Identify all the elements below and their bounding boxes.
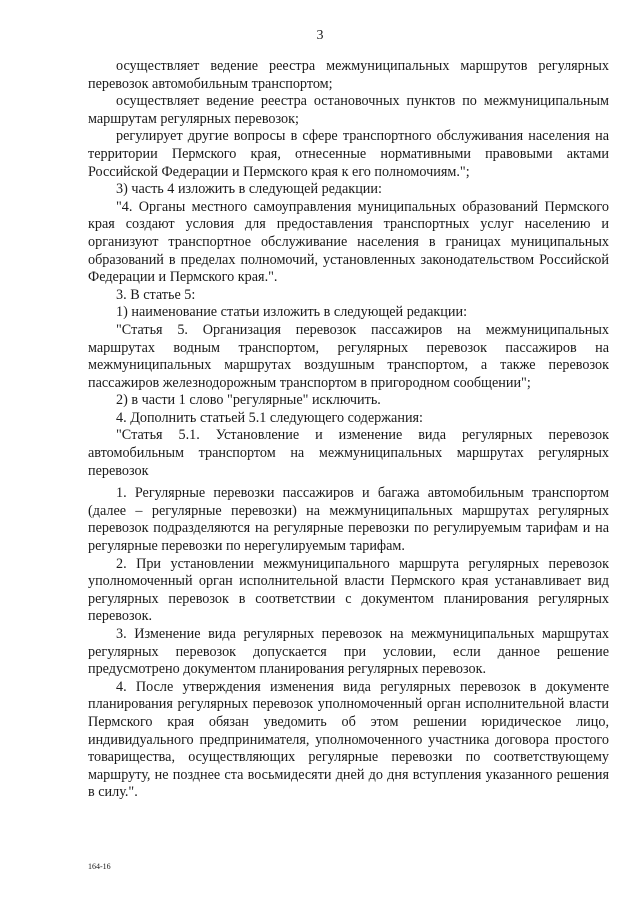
paragraph: 4. После утверждения изменения вида регулярных перевозок в документе планирования регулярных перевозок уполномоченный орган исполнительной власти Пермского края обязан уведомить об этом решении юридическое лицо, индивидуального предпринимателя, уполномоченного участника договора простого товарищества, осуществляющих регулярные перевозки по соответствующему маршруту, не позднее ста восьмидесяти дней до дня вступления указанного решения в силу.". <box>88 678 609 801</box>
paragraph: 2) в части 1 слово "регулярные" исключить. <box>116 392 381 409</box>
document-body <box>88 58 609 802</box>
paragraph: 3. Изменение вида регулярных перевозок на межмуниципальных маршрутах регулярных перевозок допускается при условии, если данное решение предусмотрено документом планирования регулярных перевозок. <box>88 626 609 678</box>
paragraph: 1. Регулярные перевозки пассажиров и багажа автомобильным транспортом (далее – регулярные перевозки) на межмуниципальных маршрутах регулярных перевозок подразделяются на регулярные перевозки по регулируемым тарифам и на регулярные перевозки по нерегулируемым тарифам. <box>88 485 609 555</box>
paragraph: осуществляет ведение реестра остановочных пунктов по межмуниципальным маршрутам регулярных перевозок; <box>88 93 609 127</box>
paragraph: "Статья 5.1. Установление и изменение вида регулярных перевозок автомобильным транспортом на межмуниципальных маршрутах регулярных перевозок <box>88 427 609 479</box>
footer-code: 164-16 <box>88 862 111 871</box>
paragraph: 2. При установлении межмуниципального маршрута регулярных перевозок уполномоченный орган исполнительной власти Пермского края устанавливает вид регулярных перевозок в соответствии с документом планирования регулярных перевозок. <box>88 555 609 625</box>
paragraph: 3. В статье 5: <box>116 286 196 303</box>
paragraph: осуществляет ведение реестра межмуниципальных маршрутов регулярных перевозок автомобильным транспортом; <box>88 58 609 92</box>
paragraph: "Статья 5. Организация перевозок пассажиров на межмуниципальных маршрутах водным транспортом, регулярных перевозок пассажиров на межмуниципальных маршрутах воздушным транспортом, а также перевозок пассажиров железнодорожным транспортом в пригородном сообщении"; <box>88 321 609 391</box>
paragraph: 3) часть 4 изложить в следующей редакции: <box>116 181 382 198</box>
paragraph: 1) наименование статьи изложить в следующей редакции: <box>116 304 468 321</box>
page-number: 3 <box>316 28 324 43</box>
paragraph: "4. Органы местного самоуправления муниципальных образований Пермского края создают условия для предоставления транспортных услуг населению и организуют транспортное обслуживание населения в границах муниципальных образований в пределах полномочий, установленных законодательством Российской Федерации и Пермского края.". <box>88 198 609 286</box>
paragraph: регулирует другие вопросы в сфере транспортного обслуживания населения на территории Пермского края, отнесенные нормативными правовыми актами Российской Федерации и Пермского края к его полномочиям."; <box>88 128 609 180</box>
paragraph: 4. Дополнить статьей 5.1 следующего содержания: <box>116 409 423 426</box>
